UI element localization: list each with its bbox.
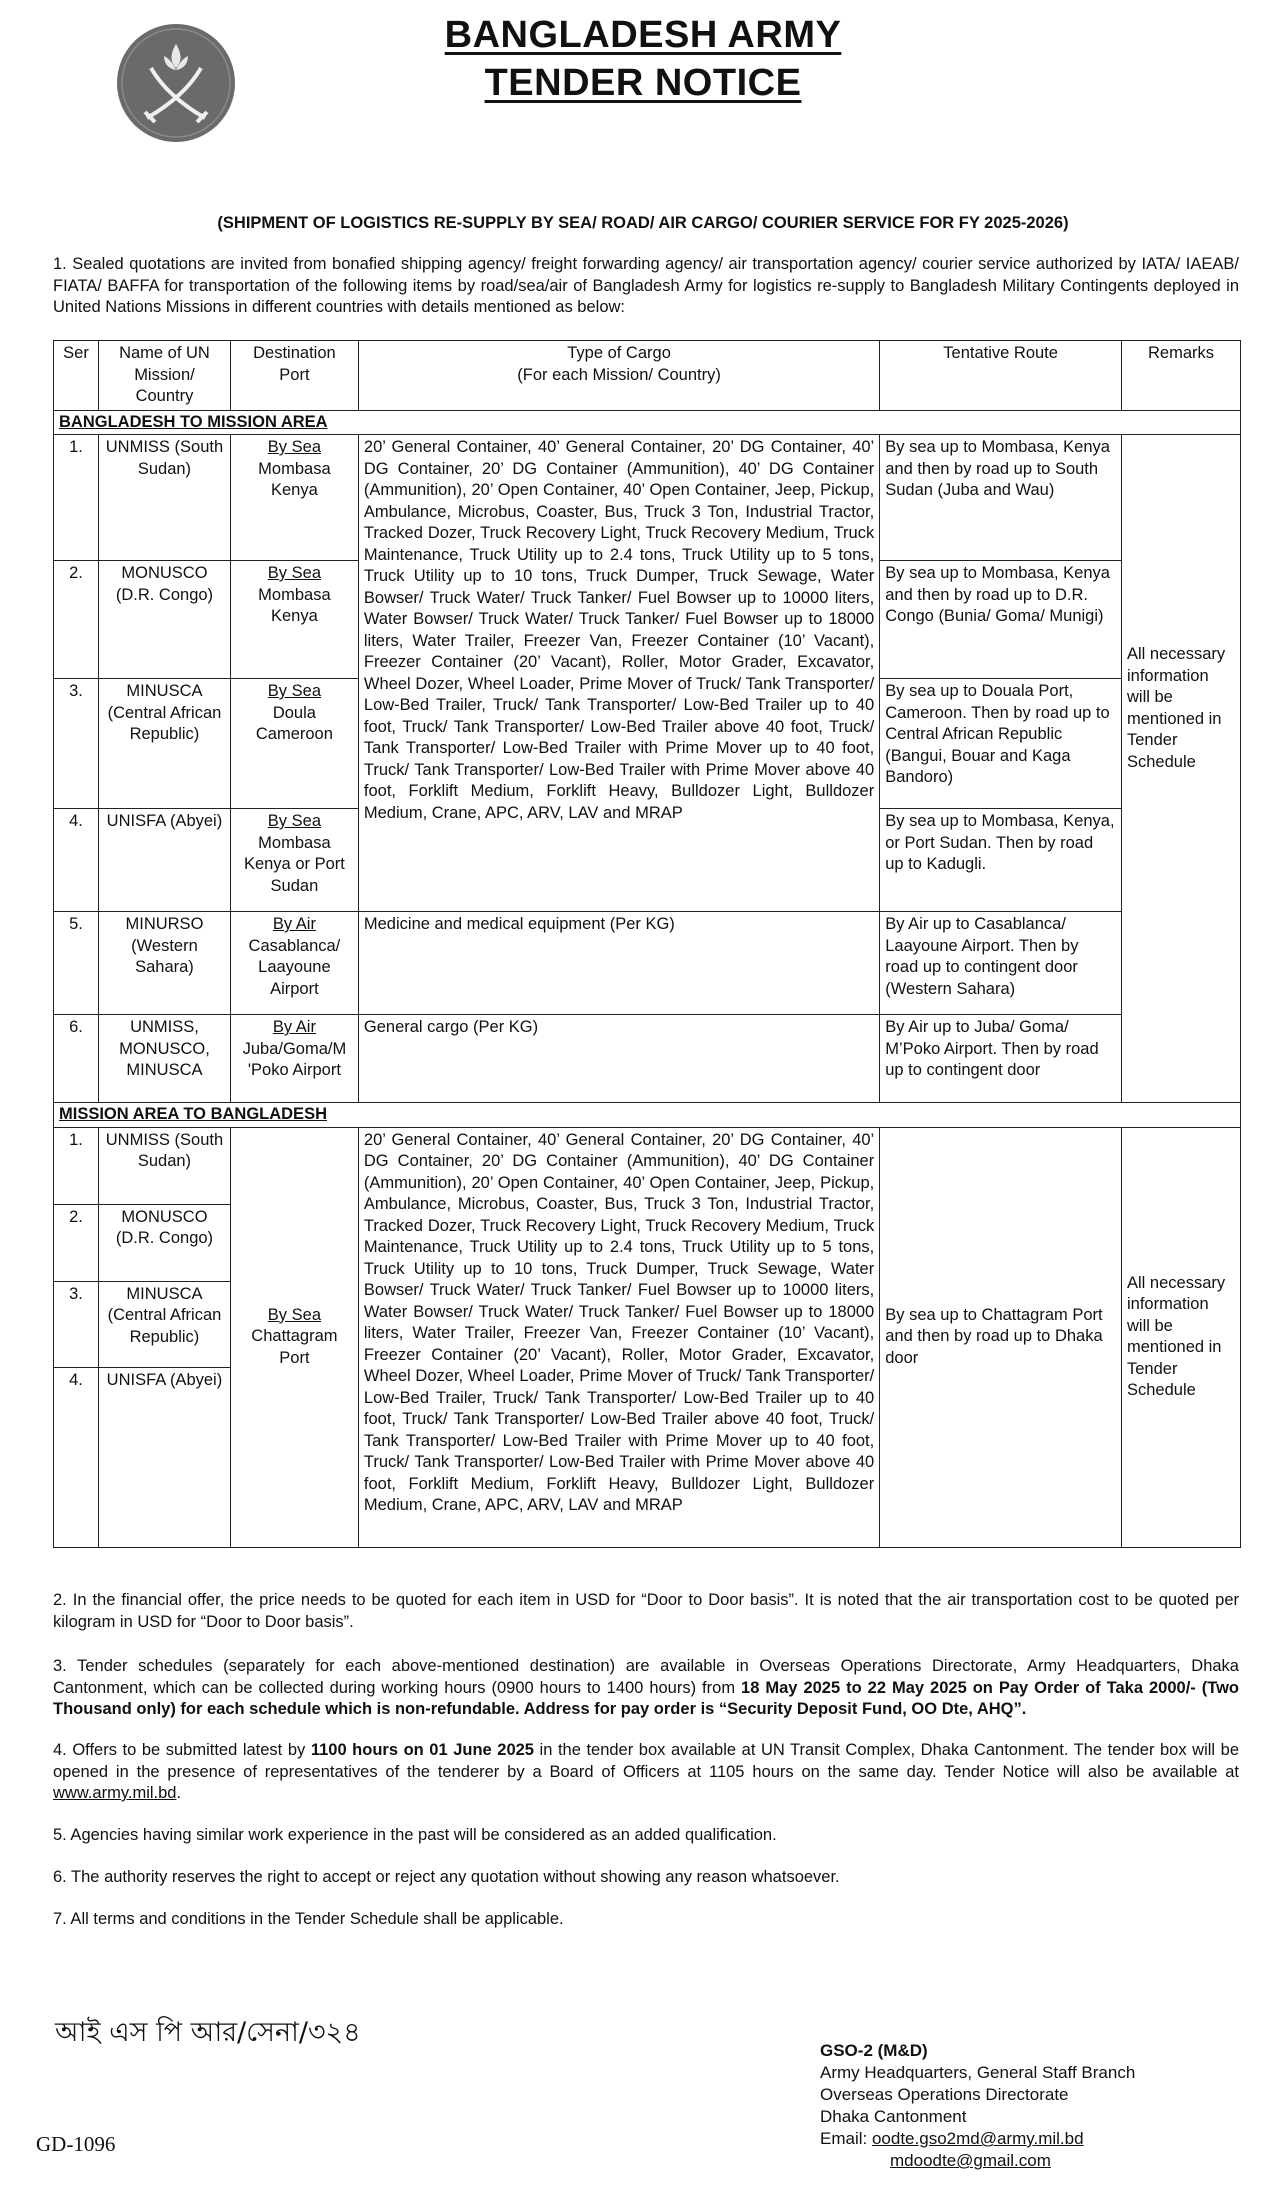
mission: MINUSCA (Central African Republic)	[98, 679, 230, 809]
route: By Air up to Casablanca/ Laayoune Airport. Then by road up to contingent door (Western Sahara)	[880, 912, 1122, 1015]
paragraph-1: 1. Sealed quotations are invited from bonafied shipping agency/ freight forwarding agency/ air transportation agency/ courier service authorized by IATA/ IAEAB/ FIATA/ BAFFA for transportation of the following items by road/sea/air of Bangladesh Army for logistics re-supply to Bangladesh Military Contingents deployed in United Nations Missions in different countries with details mentioned as below:	[53, 255, 1239, 316]
route: By sea up to Douala Port, Cameroon. Then by road up to Central African Republic (Bangui, Bouar and Kaga Bandoro)	[880, 679, 1122, 809]
signature-block	[820, 2040, 1135, 2172]
mission: UNMISS, MONUSCO, MINUSCA	[98, 1015, 230, 1103]
port-name: Doula Cameroon	[255, 703, 333, 743]
table-row	[54, 912, 1241, 1015]
email-link-1[interactable]: oodte.gso2md@army.mil.bd	[871, 2129, 1084, 2148]
mode: By Air	[272, 915, 316, 933]
paragraph-4-end: .	[176, 1784, 182, 1802]
ser: 2.	[54, 561, 99, 679]
port	[230, 435, 358, 561]
mode: By Sea	[267, 564, 321, 582]
bengali-reference: আই এস পি আর/সেনা/৩২৪	[55, 2017, 361, 2048]
ser: 1.	[54, 1127, 99, 1204]
remarks-text: All necessary information will be mentioned in Tender Schedule	[1127, 645, 1226, 771]
signatory-title: GSO-2 (M&D)	[820, 2041, 928, 2060]
paragraph-4-text-2: in the tender box available at UN Transit Complex, Dhaka Cantonment. The tender box will be opened in the presence of representatives of the tenderer by a Board of Officers at 1105 hours on the same day. Tender Notice will also be available at	[53, 1741, 1239, 1781]
route: By Air up to Juba/ Goma/ M’Poko Airport. Then by road up to contingent door	[880, 1015, 1122, 1103]
title-tender-notice: TENDER NOTICE	[484, 62, 802, 104]
port	[230, 1015, 358, 1103]
paragraph-4-deadline: 1100 hours on 01 June 2025	[310, 1741, 534, 1759]
port-name: Mombasa Kenya or Port Sudan	[243, 833, 345, 895]
mission: MINURSO (Western Sahara)	[98, 912, 230, 1015]
cargo: General cargo (Per KG)	[358, 1015, 879, 1103]
cargo: Medicine and medical equipment (Per KG)	[358, 912, 879, 1015]
route: By sea up to Mombasa, Kenya and then by road up to D.R. Congo (Bunia/ Goma/ Munigi)	[880, 561, 1122, 679]
ser: 3.	[54, 1281, 99, 1367]
port	[230, 912, 358, 1015]
ser: 5.	[54, 912, 99, 1015]
port-name: Juba/Goma/M 'Poko Airport	[242, 1039, 347, 1079]
route: By sea up to Chattagram Port and then by road up to Dhaka door	[880, 1127, 1122, 1547]
signatory-line-2: Overseas Operations Directorate	[820, 2085, 1069, 2104]
header-remarks: Remarks	[1122, 341, 1241, 411]
route: By sea up to Mombasa, Kenya and then by road up to South Sudan (Juba and Wau)	[880, 435, 1122, 561]
website-link[interactable]: www.army.mil.bd	[53, 1784, 177, 1802]
port	[230, 679, 358, 809]
table-header-row	[54, 341, 1241, 411]
mode: By Air	[272, 1018, 316, 1036]
section-heading: BANGLADESH TO MISSION AREA	[54, 410, 1241, 435]
ser: 4.	[54, 809, 99, 912]
cargo-list: 20’ General Container, 40’ General Container, 20’ DG Container, 40’ DG Container, 20’ DG Container (Ammunition), 40’ DG Container (Ammunition), 20’ Open Container, 40’ Open Container, Jeep, Pickup, Ambulance, Microbus, Coaster, Bus, Truck 3 Ton, Industrial Tractor, Tracked Dozer, Truck Recovery Light, Truck Recovery Medium, Truck Maintenance, Truck Utility up to 2.4 tons, Truck Utility up to 5 tons, Truck Utility up to 10 tons, Truck Dumper, Truck Sewage, Water Bowser/ Truck Water/ Truck Tanker/ Fuel Bowser up to 10000 liters, Water Bowser/ Truck Water/ Truck Tanker/ Fuel Bowser up to 18000 liters, Water Trailer, Freezer Van, Freezer Container (10’ Vacant), Freezer Container (20’ Vacant), Roller, Motor Grader, Excavator, Wheel Dozer, Wheel Loader, Prime Mover of Truck/ Tank Transporter/ Low-Bed Trailer, Truck/ Tank Transporter/ Low-Bed Trailer up to 40 foot, Truck/ Tank Transporter/ Low-Bed Trailer above 40 foot, Truck/ Tank Transporter/ Low-Bed Trailer with Prime Mover up to 40 foot, Truck/ Tank Transporter/ Low-Bed Trailer with Prime Mover above 40 foot, Forklift Medium, Forklift Heavy, Bulldozer Light, Bulldozer Medium, Crane, APC, ARV, LAV and MRAP	[358, 435, 879, 912]
mission: MONUSCO (D.R. Congo)	[98, 1204, 230, 1281]
header-ser: Ser	[54, 341, 99, 411]
port-name: Casablanca/ Laayoune Airport	[248, 936, 341, 998]
mode: By Sea	[267, 1305, 321, 1324]
section-heading: MISSION AREA TO BANGLADESH	[54, 1103, 1241, 1128]
header-cargo: Type of Cargo (For each Mission/ Country)	[358, 341, 879, 411]
mode: By Sea	[267, 812, 321, 830]
remarks	[1122, 435, 1241, 1103]
route: By sea up to Mombasa, Kenya, or Port Sudan. Then by road up to Kadugli.	[880, 809, 1122, 912]
paragraph-7: 7. All terms and conditions in the Tender Schedule shall be applicable.	[53, 1910, 564, 1928]
paragraph-3-text: 3. Tender schedules (separately for each above-mentioned destination) are available in Overseas Operations Directorate, Army Headquarters, Dhaka Cantonment, which can be collected during working hours (0900 hours to 1400 hours) from	[53, 1657, 1239, 1697]
paragraph-6: 6. The authority reserves the right to accept or reject any quotation without showing any reason whatsoever.	[53, 1868, 840, 1886]
ser: 2.	[54, 1204, 99, 1281]
title-organization: BANGLADESH ARMY	[444, 14, 842, 56]
ser: 6.	[54, 1015, 99, 1103]
ser: 3.	[54, 679, 99, 809]
paragraph-4-text: 4. Offers to be submitted latest by	[53, 1741, 311, 1759]
ser: 1.	[54, 435, 99, 561]
mission: MINUSCA (Central African Republic)	[98, 1281, 230, 1367]
paragraph-3-bold: 18 May 2025 to 22 May 2025 on Pay Order of Taka 2000/- (Two Thousand only) for each schedule which is non-refundable. Address for pay order is “Security Deposit Fund, OO Dte, AHQ”.	[53, 1678, 1240, 1718]
email-link-2[interactable]: mdoodte@gmail.com	[890, 2151, 1051, 2170]
port	[230, 809, 358, 912]
paragraph-4	[53, 1740, 1239, 1805]
port-name: Chattagram Port	[251, 1327, 338, 1367]
mode: By Sea	[267, 438, 321, 456]
header-route: Tentative Route	[880, 341, 1122, 411]
mission: UNMISS (South Sudan)	[98, 1127, 230, 1204]
paragraph-5: 5. Agencies having similar work experience in the past will be considered as an added qualification.	[53, 1826, 777, 1844]
signatory-line-3: Dhaka Cantonment	[820, 2107, 967, 2126]
table-row	[54, 435, 1241, 561]
port	[230, 561, 358, 679]
remarks: All necessary information will be mentioned in Tender Schedule	[1122, 1127, 1241, 1547]
paragraph-2: 2. In the financial offer, the price needs to be quoted for each item in USD for “Door to Door basis”. It is noted that the air transportation cost to be quoted per kilogram in USD for “Door to Door basis”.	[53, 1591, 1239, 1631]
table-row	[54, 1015, 1241, 1103]
paragraph-3	[53, 1656, 1239, 1721]
cargo-table	[53, 340, 1241, 1548]
mission: UNMISS (South Sudan)	[98, 435, 230, 561]
email-label: Email:	[820, 2129, 872, 2148]
mission: UNISFA (Abyei)	[98, 1367, 230, 1547]
port	[230, 1127, 358, 1547]
cargo-list: 20’ General Container, 40’ General Container, 20’ DG Container, 40’ DG Container, 20’ DG Container (Ammunition), 40’ DG Container (Ammunition), 20’ Open Container, 40’ Open Container, Jeep, Pickup, Ambulance, Microbus, Coaster, Bus, Truck 3 Ton, Industrial Tractor, Tracked Dozer, Truck Recovery Light, Truck Recovery Medium, Truck Maintenance, Truck Utility up to 2.4 tons, Truck Utility up to 5 tons, Truck Utility up to 10 tons, Truck Dumper, Truck Sewage, Water Bowser/ Truck Water/ Truck Tanker/ Fuel Bowser up to 10000 liters, Water Bowser/ Truck Water/ Truck Tanker/ Fuel Bowser up to 18000 liters, Water Trailer, Freezer Van, Freezer Container (10’ Vacant), Freezer Container (20’ Vacant), Roller, Motor Grader, Excavator, Wheel Dozer, Wheel Loader, Prime Mover of Truck/ Tank Transporter/ Low-Bed Trailer, Truck/ Tank Transporter/ Low-Bed Trailer up to 40 foot, Truck/ Tank Transporter/ Low-Bed Trailer above 40 foot, Truck/ Tank Transporter/ Low-Bed Trailer with Prime Mover up to 40 foot, Truck/ Tank Transporter/ Low-Bed Trailer with Prime Mover above 40 foot, Forklift Medium, Forklift Heavy, Bulldozer Light, Bulldozer Medium, Crane, APC, ARV, LAV and MRAP	[358, 1127, 879, 1547]
header-port: Destination Port	[230, 341, 358, 411]
mission: UNISFA (Abyei)	[98, 809, 230, 912]
email-line	[820, 2128, 1135, 2150]
ser: 4.	[54, 1367, 99, 1547]
port-name: Mombasa Kenya	[258, 585, 331, 625]
mode: By Sea	[267, 682, 321, 700]
subtitle: (SHIPMENT OF LOGISTICS RE-SUPPLY BY SEA/ ROAD/ AIR CARGO/ COURIER SERVICE FOR FY 2025-2026)	[217, 214, 1069, 232]
table-row	[54, 1127, 1241, 1204]
header-mission: Name of UN Mission/ Country	[98, 341, 230, 411]
mission: MONUSCO (D.R. Congo)	[98, 561, 230, 679]
port-name: Mombasa Kenya	[258, 459, 331, 499]
gd-number: GD-1096	[36, 2132, 116, 2156]
signatory-line-1: Army Headquarters, General Staff Branch	[820, 2063, 1136, 2082]
